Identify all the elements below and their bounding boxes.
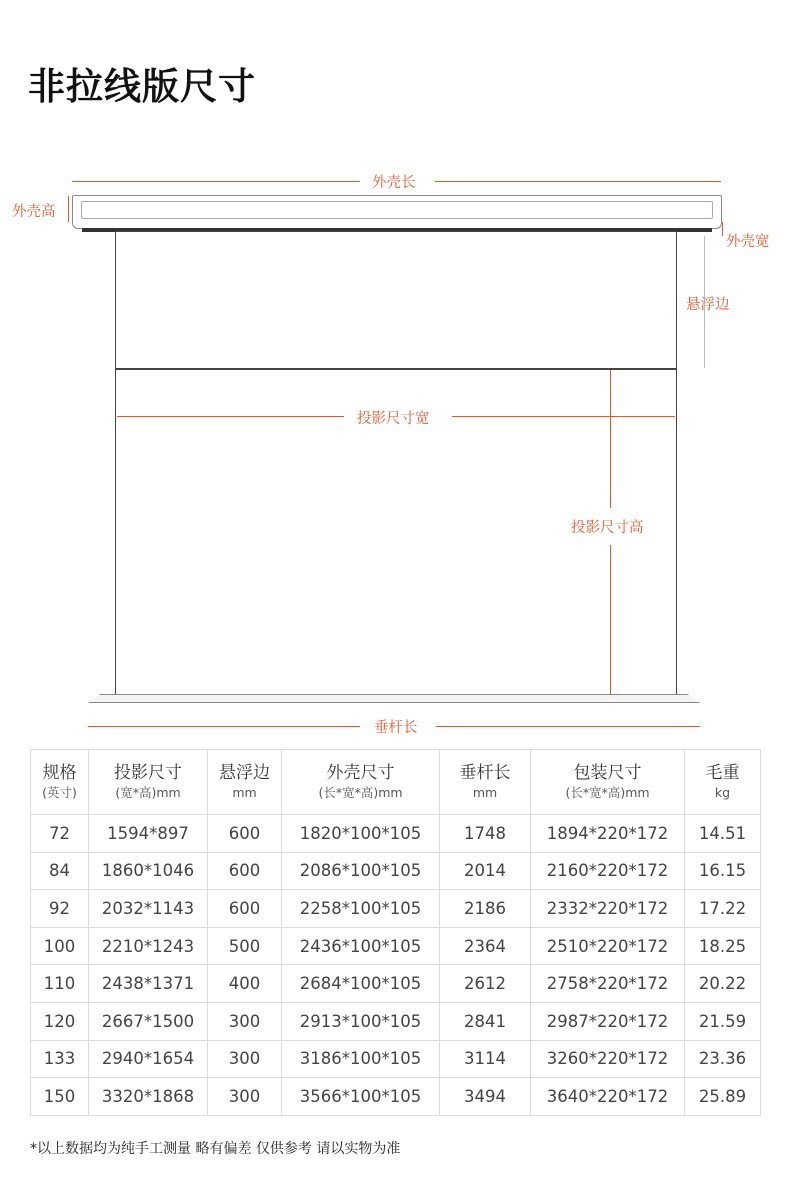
table-cell: 400 <box>208 965 282 1003</box>
shell-height-line <box>68 196 69 222</box>
table-row <box>31 1002 761 1040</box>
table-cell: 600 <box>208 890 282 928</box>
table-row <box>31 890 761 928</box>
table-cell: 2332*220*172 <box>531 890 685 928</box>
table-row <box>31 815 761 853</box>
table-cell: 14.51 <box>685 815 761 853</box>
floating-edge-divider <box>115 368 677 370</box>
projection-height-line-bottom <box>610 545 611 694</box>
table-cell: 20.22 <box>685 965 761 1003</box>
table-row <box>31 852 761 890</box>
table-cell: 2667*1500 <box>89 1002 208 1040</box>
table-cell: 2841 <box>440 1002 531 1040</box>
table-cell: 84 <box>31 852 89 890</box>
table-cell: 3320*1868 <box>89 1078 208 1116</box>
table-cell: 2032*1143 <box>89 890 208 928</box>
header-rod-length: 垂杆长 mm <box>440 750 531 815</box>
header-projection-size: 投影尺寸 (宽*高)mm <box>89 750 208 815</box>
rod-length-line-right <box>436 726 700 727</box>
table-row <box>31 927 761 965</box>
table-cell: 21.59 <box>685 1002 761 1040</box>
rod-length-label: 垂杆长 <box>374 720 418 736</box>
table-cell: 1594*897 <box>89 815 208 853</box>
table-cell: 72 <box>31 815 89 853</box>
weight-bar <box>88 694 700 703</box>
table-cell: 2987*220*172 <box>531 1002 685 1040</box>
table-cell: 2186 <box>440 890 531 928</box>
projection-height-label: 投影尺寸高 <box>571 520 644 536</box>
table-cell: 600 <box>208 815 282 853</box>
floating-edge-label: 悬浮边 <box>686 297 730 313</box>
table-cell: 2160*220*172 <box>531 852 685 890</box>
shell-width-line <box>722 222 723 236</box>
header-gross-weight: 毛重 kg <box>685 750 761 815</box>
table-cell: 3114 <box>440 1040 531 1078</box>
casing-inner-panel <box>81 201 713 219</box>
table-cell: 2940*1654 <box>89 1040 208 1078</box>
table-cell: 300 <box>208 1002 282 1040</box>
table-cell: 18.25 <box>685 927 761 965</box>
table-cell: 100 <box>31 927 89 965</box>
table-cell: 17.22 <box>685 890 761 928</box>
projection-width-line-left <box>117 416 344 417</box>
table-cell: 2364 <box>440 927 531 965</box>
table-cell: 300 <box>208 1040 282 1078</box>
table-cell: 500 <box>208 927 282 965</box>
table-cell: 92 <box>31 890 89 928</box>
table-cell: 1894*220*172 <box>531 815 685 853</box>
table-cell: 2612 <box>440 965 531 1003</box>
table-cell: 133 <box>31 1040 89 1078</box>
shell-height-label: 外壳高 <box>12 204 56 220</box>
table-cell: 300 <box>208 1078 282 1116</box>
table-cell: 2436*100*105 <box>282 927 440 965</box>
header-shell-size: 外壳尺寸 (长*宽*高)mm <box>282 750 440 815</box>
spec-table <box>30 749 761 1116</box>
table-cell: 1748 <box>440 815 531 853</box>
table-cell: 110 <box>31 965 89 1003</box>
table-cell: 2510*220*172 <box>531 927 685 965</box>
table-cell: 3494 <box>440 1078 531 1116</box>
table-cell: 1820*100*105 <box>282 815 440 853</box>
screen-casing <box>72 195 722 229</box>
table-cell: 16.15 <box>685 852 761 890</box>
projection-height-line-top <box>610 370 611 508</box>
table-cell: 3260*220*172 <box>531 1040 685 1078</box>
table-cell: 120 <box>31 1002 89 1040</box>
table-cell: 150 <box>31 1078 89 1116</box>
shell-length-line-left <box>72 181 360 182</box>
table-cell: 2086*100*105 <box>282 852 440 890</box>
table-cell: 3640*220*172 <box>531 1078 685 1116</box>
table-row <box>31 1040 761 1078</box>
table-cell: 2684*100*105 <box>282 965 440 1003</box>
footnote: *以上数据均为纯手工测量 略有偏差 仅供参考 请以实物为准 <box>30 1141 401 1157</box>
table-cell: 600 <box>208 852 282 890</box>
table-cell: 25.89 <box>685 1078 761 1116</box>
shell-length-label: 外壳长 <box>372 175 416 191</box>
table-cell: 23.36 <box>685 1040 761 1078</box>
header-package-size: 包装尺寸 (长*宽*高)mm <box>531 750 685 815</box>
table-cell: 2210*1243 <box>89 927 208 965</box>
header-floating-edge: 悬浮边 mm <box>208 750 282 815</box>
shell-width-label: 外壳宽 <box>726 234 770 250</box>
projection-screen <box>115 231 677 696</box>
table-cell: 2438*1371 <box>89 965 208 1003</box>
rod-length-line-left <box>88 726 360 727</box>
projection-width-label: 投影尺寸宽 <box>357 411 430 427</box>
table-row <box>31 965 761 1003</box>
table-cell: 1860*1046 <box>89 852 208 890</box>
page-title: 非拉线版尺寸 <box>28 65 256 108</box>
table-header-row <box>31 750 761 815</box>
table-cell: 2258*100*105 <box>282 890 440 928</box>
table-row <box>31 1078 761 1116</box>
table-cell: 2014 <box>440 852 531 890</box>
table-cell: 2758*220*172 <box>531 965 685 1003</box>
header-size: 规格 (英寸) <box>31 750 89 815</box>
table-cell: 3186*100*105 <box>282 1040 440 1078</box>
projection-width-line-right <box>452 416 675 417</box>
shell-length-line-right <box>435 181 721 182</box>
table-cell: 2913*100*105 <box>282 1002 440 1040</box>
table-cell: 3566*100*105 <box>282 1078 440 1116</box>
